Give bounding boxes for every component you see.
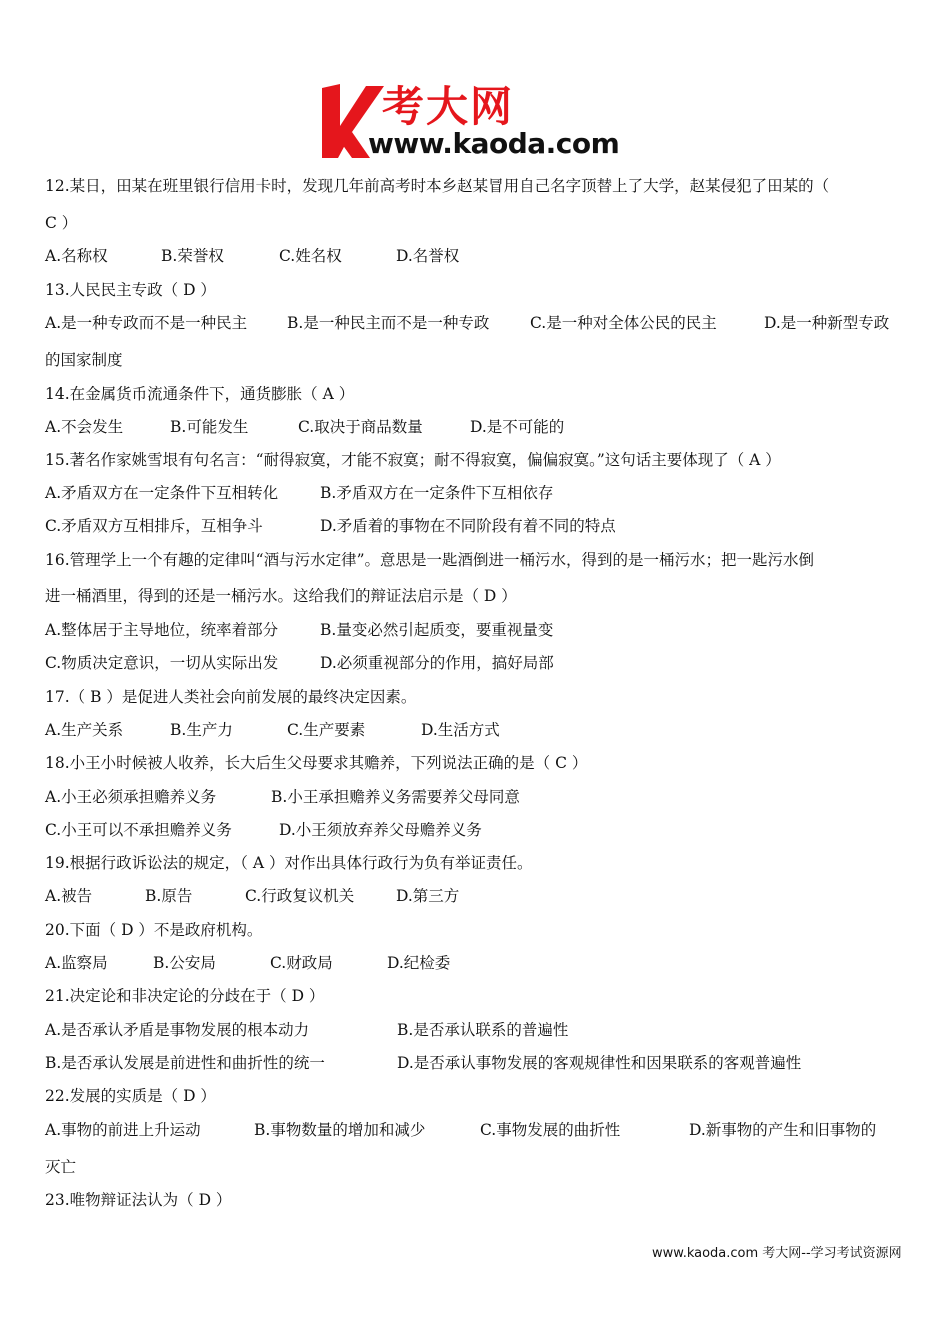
q18-option-a: A.小王必须承担赡养义务 — [45, 788, 217, 806]
q21-stem: 21.决定论和非决定论的分歧在于（ D ） — [45, 987, 325, 1005]
q13-continuation: 的国家制度 — [45, 351, 123, 369]
q12-option-a: A.名称权 — [45, 247, 108, 265]
q14-option-c: C.取决于商品数量 — [298, 418, 423, 436]
q14-option-b: B.可能发生 — [170, 418, 249, 436]
q16-stem: 16.管理学上一个有趣的定律叫“酒与污水定律”。意思是一匙酒倒进一桶污水，得到的是一桶污水；把一匙污水倒 — [45, 551, 815, 569]
q20-option-a: A.监察局 — [45, 954, 108, 972]
q15-option-a: A.矛盾双方在一定条件下互相转化 — [45, 484, 279, 502]
q17-option-a: A.生产关系 — [45, 721, 124, 739]
q18-option-c: C.小王可以不承担赡养义务 — [45, 821, 232, 839]
q23-stem: 23.唯物辩证法认为（ D ） — [45, 1191, 232, 1209]
q22-option-c: C.事物发展的曲折性 — [480, 1121, 621, 1139]
q20-option-b: B.公安局 — [153, 954, 216, 972]
q13-option-a: A.是一种专政而不是一种民主 — [45, 314, 248, 332]
q13-option-d: D.是一种新型专政 — [764, 314, 890, 332]
q19-option-b: B.原告 — [145, 887, 193, 905]
q15-option-d: D.矛盾着的事物在不同阶段有着不同的特点 — [320, 517, 616, 535]
q13-option-c: C.是一种对全体公民的民主 — [530, 314, 717, 332]
q12-option-d: D.名誉权 — [396, 247, 460, 265]
q12-answer: C ） — [45, 214, 78, 232]
footer-source: www.kaoda.com 考大网--学习考试资源网 — [652, 1246, 902, 1261]
q14-option-a: A.不会发生 — [45, 418, 124, 436]
q16-option-d: D.必须重视部分的作用，搞好局部 — [320, 654, 554, 672]
q19-option-d: D.第三方 — [396, 887, 460, 905]
q21-option-b2: B.是否承认发展是前进性和曲折性的统一 — [45, 1054, 325, 1072]
q20-option-d: D.纪检委 — [387, 954, 451, 972]
q12-option-b: B.荣誉权 — [161, 247, 224, 265]
q22-continuation: 灭亡 — [45, 1158, 77, 1176]
q22-option-d: D.新事物的产生和旧事物的 — [689, 1121, 877, 1139]
q17-option-c: C.生产要素 — [287, 721, 366, 739]
q18-option-b: B.小王承担赡养义务需要养父母同意 — [271, 788, 520, 806]
q16-option-a: A.整体居于主导地位，统率着部分 — [45, 621, 279, 639]
q21-option-b: B.是否承认联系的普遍性 — [397, 1021, 569, 1039]
q14-option-d: D.是不可能的 — [470, 418, 565, 436]
q21-option-d: D.是否承认事物发展的客观规律性和因果联系的客观普遍性 — [397, 1054, 802, 1072]
q15-option-c: C.矛盾双方互相排斥，互相争斗 — [45, 517, 263, 535]
q22-option-a: A.事物的前进上升运动 — [45, 1121, 201, 1139]
q14-stem: 14.在金属货币流通条件下，通货膨胀（ A ） — [45, 385, 355, 403]
q18-stem: 18.小王小时候被人收养，长大后生父母要求其赡养，下列说法正确的是（ C ） — [45, 754, 588, 772]
q15-option-b: B.矛盾双方在一定条件下互相依存 — [320, 484, 554, 502]
q19-stem: 19.根据行政诉讼法的规定，（ A ）对作出具体行政行为负有举证责任。 — [45, 854, 533, 872]
q19-option-c: C.行政复议机关 — [245, 887, 355, 905]
q16-stem-cont: 进一桶酒里，得到的还是一桶污水。这给我们的辩证法启示是（ D ） — [45, 587, 517, 605]
q12-option-c: C.姓名权 — [279, 247, 342, 265]
q22-option-b: B.事物数量的增加和减少 — [254, 1121, 426, 1139]
q19-option-a: A.被告 — [45, 887, 93, 905]
q22-stem: 22.发展的实质是（ D ） — [45, 1087, 216, 1105]
q16-option-b: B.量变必然引起质变，要重视量变 — [320, 621, 554, 639]
logo-url: www.kaoda.com — [368, 127, 620, 160]
q18-option-d: D.小王须放弃养父母赡养义务 — [279, 821, 482, 839]
q12-stem: 12.某日，田某在班里银行信用卡时，发现几年前高考时本乡赵某冒用自己名字顶替上了大学，赵某侵犯了田某的（ — [45, 177, 830, 195]
logo-brand-cn: 考大网 — [382, 82, 515, 131]
q17-option-d: D.生活方式 — [421, 721, 500, 739]
q16-option-c: C.物质决定意识，一切从实际出发 — [45, 654, 279, 672]
q13-stem: 13.人民民主专政（ D ） — [45, 281, 216, 299]
q17-option-b: B.生产力 — [170, 721, 233, 739]
q13-option-b: B.是一种民主而不是一种专政 — [287, 314, 490, 332]
q20-stem: 20.下面（ D ）不是政府机构。 — [45, 921, 263, 939]
kaoda-logo — [318, 82, 638, 162]
q21-option-a: A.是否承认矛盾是事物发展的根本动力 — [45, 1021, 310, 1039]
q17-stem: 17.（ B ）是促进人类社会向前发展的最终决定因素。 — [45, 688, 417, 706]
q20-option-c: C.财政局 — [270, 954, 333, 972]
q15-stem: 15.著名作家姚雪垠有句名言：“耐得寂寞，才能不寂寞；耐不得寂寞，偏偏寂寞。”这句话主要体现了（ A ） — [45, 451, 781, 469]
